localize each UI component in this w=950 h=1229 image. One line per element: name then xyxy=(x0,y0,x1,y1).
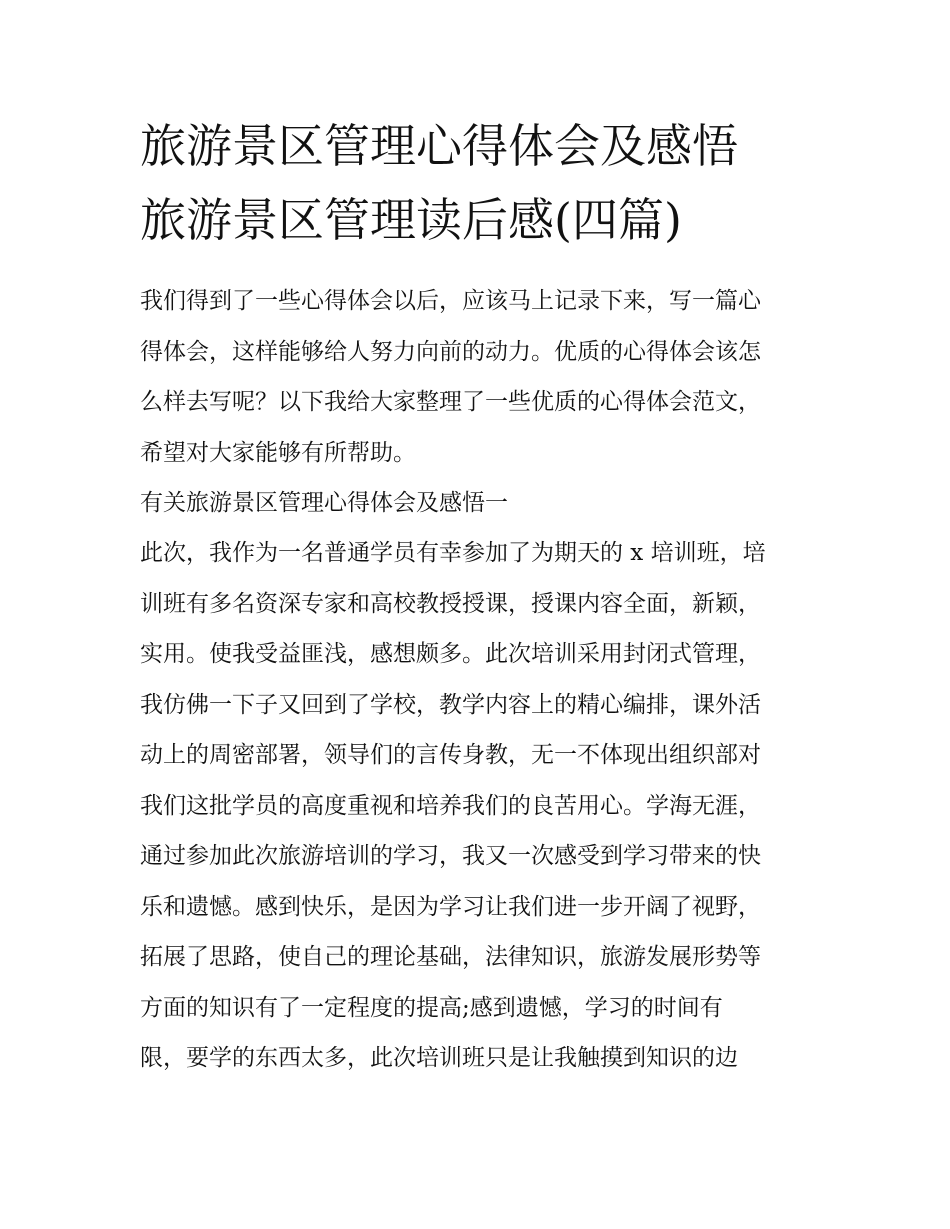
body-line-10: 动上的周密部署，领导们的言传身教，无一不体现出组织部对 xyxy=(140,742,761,768)
body-line-11: 我们这批学员的高度重视和培养我们的良苦用心。学海无涯， xyxy=(140,793,761,819)
body-line-9: 我仿佛一下子又回到了学校，教学内容上的精心编排，课外活 xyxy=(140,692,761,718)
body-line-8: 实用。使我受益匪浅，感想颇多。此次培训采用封闭式管理， xyxy=(140,641,761,667)
document-title-line-2: 旅游景区管理读后感(四篇) xyxy=(140,193,682,247)
body-line-16: 限，要学的东西太多，此次培训班只是让我触摸到知识的边 xyxy=(140,1045,738,1071)
body-line-7: 训班有多名资深专家和高校教授授课，授课内容全面，新颖， xyxy=(140,591,761,617)
body-line-1: 我们得到了一些心得体会以后，应该马上记录下来，写一篇心 xyxy=(140,288,761,314)
body-line-13: 乐和遗憾。感到快乐，是因为学习让我们进一步开阔了视野， xyxy=(140,894,761,920)
body-line-6: 此次，我作为一名普通学员有幸参加了为期天的 x 培训班，培 xyxy=(140,540,766,566)
body-line-4: 希望对大家能够有所帮助。 xyxy=(140,440,416,466)
body-line-14: 拓展了思路，使自己的理论基础，法律知识，旅游发展形势等 xyxy=(140,944,761,970)
body-line-12: 通过参加此次旅游培训的学习，我又一次感受到学习带来的快 xyxy=(140,843,761,869)
body-line-3: 么样去写呢？以下我给大家整理了一些优质的心得体会范文， xyxy=(140,389,761,415)
body-line-15: 方面的知识有了一定程度的提高;感到遗憾，学习的时间有 xyxy=(140,995,723,1021)
section-heading: 有关旅游景区管理心得体会及感悟一 xyxy=(140,490,508,516)
document-title-line-1: 旅游景区管理心得体会及感悟 xyxy=(140,119,738,173)
body-line-2: 得体会，这样能够给人努力向前的动力。优质的心得体会该怎 xyxy=(140,339,761,365)
